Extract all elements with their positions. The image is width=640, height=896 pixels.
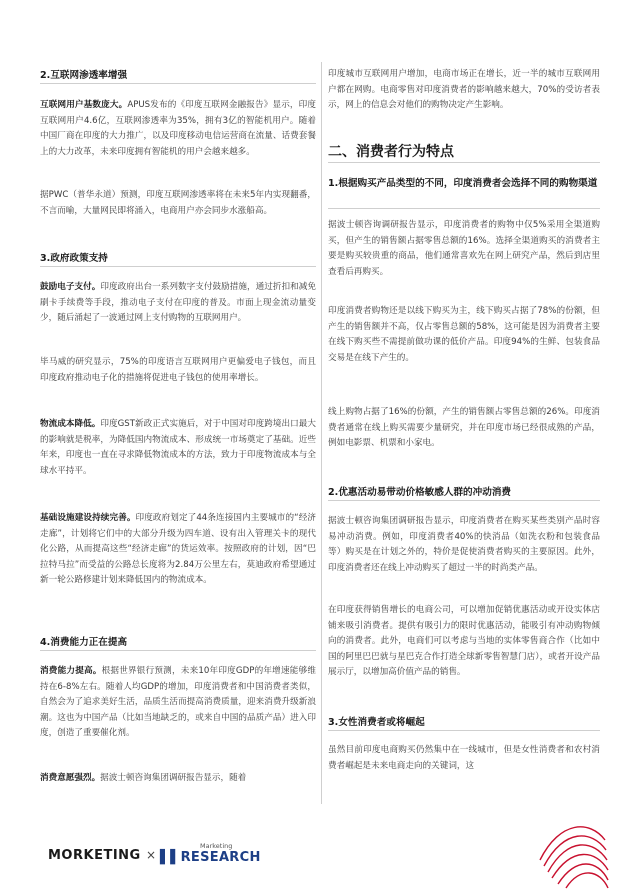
section-title-impulse-buying: 2.优惠活动易带动价格敏感人群的冲动消费 bbox=[328, 487, 512, 498]
paragraph-lead: 消费能力提高。 bbox=[40, 666, 102, 676]
section-title-government-policy: 3.政府政策支持 bbox=[40, 253, 108, 264]
paragraph-lead: 物流成本降低。 bbox=[40, 419, 101, 429]
paragraph-offline-shopping: 印度消费者购物还是以线下购买为主，线下购买占据了78%的份额，但产生的销售额并不高，仅占零售总额的58%，这可能是因为消费者主要在线下购买些不需提前做功课的低价产品。印度94%的生鲜、包装食品交易是在线下产生的。 bbox=[328, 306, 600, 363]
paragraph-pwc-forecast: 据PWC（普华永道）预测，印度互联网渗透率将在未来5年内实现翻番，不言而喻，大量网民即将涌入，电商用户亦会同步水涨船高。 bbox=[40, 190, 316, 216]
chapter-heading-consumer-behavior: 二、消费者行为特点 bbox=[328, 144, 454, 160]
column-divider bbox=[321, 62, 322, 804]
section-underline bbox=[328, 500, 600, 501]
section-underline bbox=[40, 650, 316, 651]
research-bars-icon: ▌▌ bbox=[160, 850, 181, 865]
paragraph-lead: 基础设施建设持续完善。 bbox=[40, 513, 136, 523]
paragraph-promotions: 在印度获得销售增长的电商公司，可以增加促销优惠活动或开设实体店铺来吸引消费者。提供有吸引力的限时优惠活动，能吸引有冲动购物倾向的消费者。此外，电商们可以考虑与当地的实体零售商合作（比如中国的阿里巴巴就与星巴克合作打造全球新零售智慧门店），或者开设产品展示厅，以增加高价值产品的销售。 bbox=[328, 605, 600, 678]
paragraph-city-users: 印度城市互联网用户增加，电商市场正在增长，近一半的城市互联网用户都在网购。电商零售对印度消费者的影响越来越大，70%的受访者表示，网上的信息会对他们的购物决定产生影响。 bbox=[328, 69, 600, 111]
paragraph-infrastructure: 基础设施建设持续完善。印度政府划定了44条连接国内主要城市的“经济走廊”，计划将它们中的大部分升级为四车道、设有出入管理关卡的现代化公路，从而提高这些“经济走廊”的货运效率。按照政府的计划，因“巴拉特马拉”而受益的公路总长度将为2.84万公里左右，莫迪政府希望通过新一轮公路修建计划来降低国内的物流成本。 bbox=[40, 513, 316, 586]
section-title-shopping-channels: 1.根据购买产品类型的不同，印度消费者会选择不同的购物渠道 bbox=[328, 178, 598, 189]
paragraph-female-rural-consumers: 虽然目前印度电商购买仍然集中在一线城市，但是女性消费者和农村消费者崛起是未来电商走向的关键词，这 bbox=[328, 745, 600, 771]
section-underline bbox=[40, 83, 316, 84]
paragraph-impulse-consumption: 据波士顿咨询集团调研报告显示，印度消费者在购买某些类别产品时容易冲动消费。例如，印度消费者40%的快消品（如洗衣粉和包装食品等）购买是在计划之外的，特价是促使消费者购买的主要原因。此外，印度消费者还在线上冲动购买了超过一半的时尚类产品。 bbox=[328, 516, 600, 573]
research-logo-main-text: ▌▌RESEARCH bbox=[160, 850, 261, 865]
paragraph-omnichannel: 据波士顿咨询调研报告显示，印度消费者的购物中仅5%采用全渠道购买，但产生的销售额占据零售总额的16%。选择全渠道购买的消费者主要是购买较贵重的商品，他们通常喜欢先在网上研究产品，然后到店里查看后再购买。 bbox=[328, 220, 600, 277]
paragraph-lead: 消费意愿强烈。 bbox=[40, 773, 101, 783]
paragraph-online-shopping: 线上购物占据了16%的份额，产生的销售额占零售总额的26%。印度消费者通常在线上购买需要少量研究，并在印度市场已经很成熟的产品，例如电影票、机票和小家电。 bbox=[328, 407, 600, 449]
research-logo-small-text: Marketing bbox=[200, 842, 233, 850]
paragraph-lead: 互联网用户基数庞大。 bbox=[40, 100, 128, 110]
paragraph-user-base: 互联网用户基数庞大。APUS发布的《印度互联网金融报告》显示，印度互联网用户4.6亿，互联网渗透率为35%，拥有3亿的智能机用户。随着中国厂商在印度的大力推广，以及印度移动电信运营商在流量、话费套餐上的大力改革，未来印度拥有智能机的用户会越来越多。 bbox=[40, 100, 316, 157]
morketing-logo: MORKETING bbox=[48, 848, 141, 863]
logo-separator: × bbox=[146, 848, 157, 862]
section-title-internet-penetration: 2.互联网渗透率增强 bbox=[40, 70, 128, 81]
paragraph-lead: 鼓励电子支付。 bbox=[40, 282, 101, 292]
section-title-consumption-power: 4.消费能力正在提高 bbox=[40, 637, 128, 648]
paragraph-consumption-willingness: 消费意愿强烈。据波士顿咨询集团调研报告显示，随着 bbox=[40, 773, 247, 783]
section-underline bbox=[328, 208, 600, 209]
marketing-research-logo bbox=[160, 842, 261, 865]
paragraph-consumption-power: 消费能力提高。根据世界银行预测，未来10年印度GDP的年增速能够维持在6-8%左右。随着人均GDP的增加，印度消费者和中国消费者类似，自然会为了追求美好生活，品质生活而提高消费质量，迎来消费升级新浪潮。这也为中国产品（比如当地缺乏的，或来自中国的品质产品）进入印度，创造了重要催化剂。 bbox=[40, 666, 316, 739]
chapter-underline bbox=[328, 162, 600, 163]
section-underline bbox=[40, 266, 316, 267]
paragraph-kpmg-research: 毕马威的研究显示，75%的印度语言互联网用户更偏爱电子钱包，而且印度政府推动电子化的措施将促进电子钱包的使用率增长。 bbox=[40, 357, 316, 383]
paragraph-e-payment: 鼓励电子支付。印度政府出台一系列数字支付鼓励措施，通过折扣和减免刷卡手续费等手段，推动电子支付在印度的普及。市面上现金流动量变少，随后涌起了一波通过网上支付购物的互联网用户。 bbox=[40, 282, 316, 324]
section-title-female-consumers: 3.女性消费者或将崛起 bbox=[328, 717, 425, 728]
section-underline bbox=[328, 730, 600, 731]
paragraph-logistics-cost: 物流成本降低。印度GST新政正式实施后，对于中国对印度跨境出口最大的影响就是税率，为降低国内物流成本、形成统一市场奠定了基础。近些年来，印度也一直在寻求降低物流成本的方法，致力于印度物流成本与全球水平持平。 bbox=[40, 419, 316, 476]
decorative-swirl-icon bbox=[530, 800, 610, 890]
